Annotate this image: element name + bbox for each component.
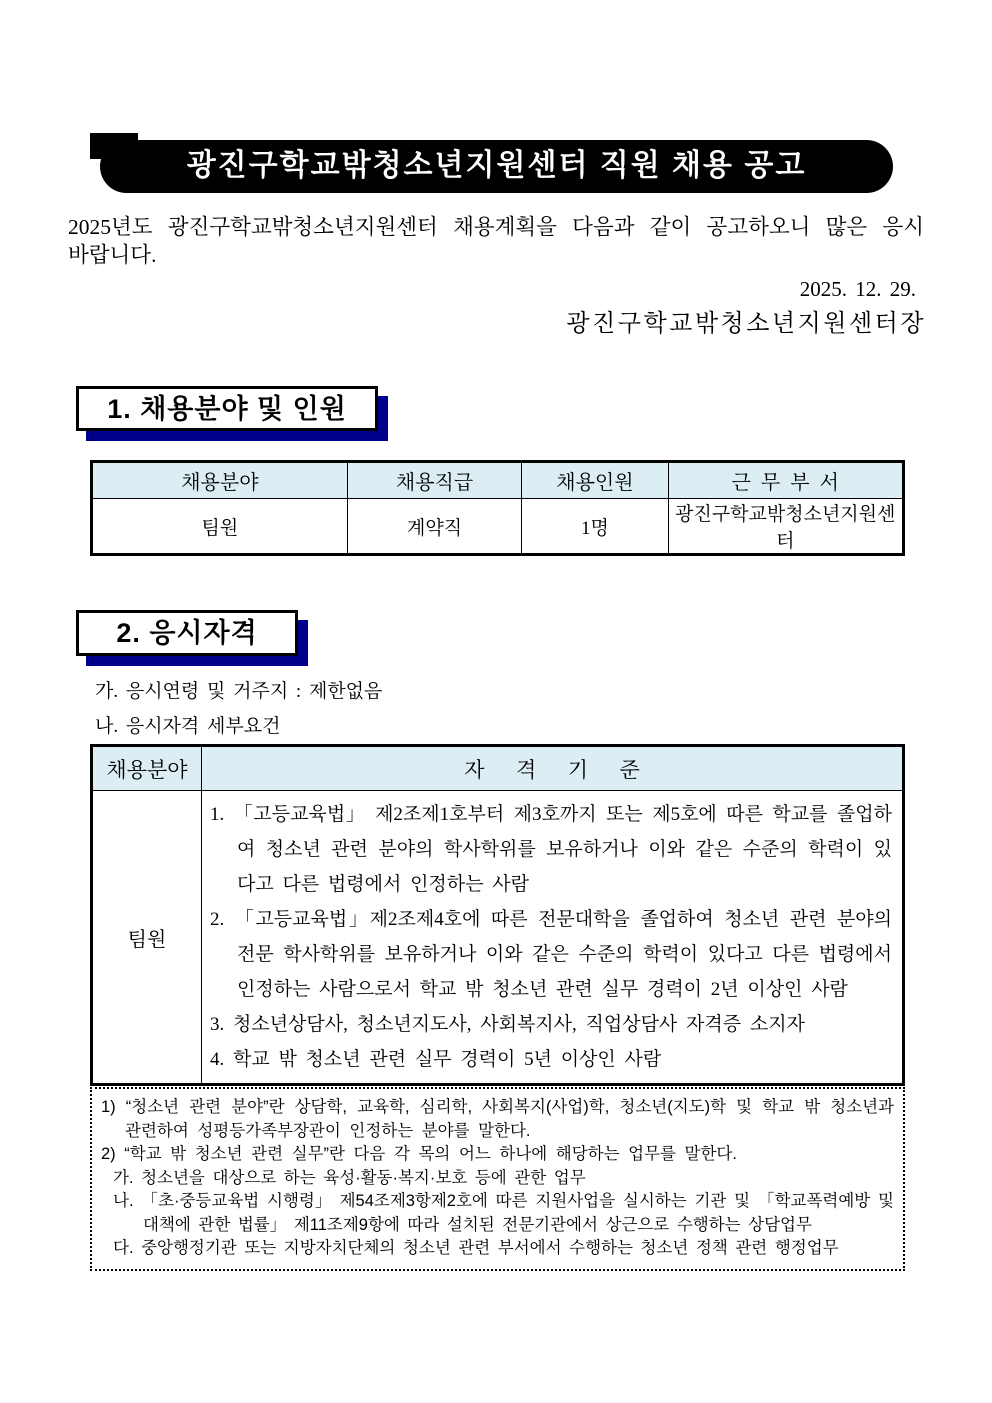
criteria-item-3: 3. 청소년상담사, 청소년지도사, 사회복지사, 직업상담사 자격증 소지자 <box>210 1014 805 1035</box>
qualification-table <box>90 744 905 1086</box>
col-header-qualification-criteria: 자 격 기 준 <box>202 746 904 791</box>
recruitment-table-data-row <box>92 499 904 555</box>
cell-role: 팀원 <box>92 791 202 1085</box>
recruitment-table <box>90 460 905 556</box>
col-header-recruit-count: 채용인원 <box>522 462 668 499</box>
title-banner <box>100 140 893 193</box>
footnote-2: 2) “학교 밖 청소년 관련 실무”란 다음 각 목의 어느 하나에 해당하는 업무를 말한다. <box>101 1145 737 1163</box>
cell-recruit-field: 팀원 <box>92 499 348 555</box>
cell-work-dept: 광진구학교밖청소년지원센터 <box>668 499 904 555</box>
document-title: 광진구학교밖청소년지원센터 직원 채용 공고 <box>186 149 807 182</box>
announcement-date: 2025. 12. 29. <box>799 277 916 301</box>
criteria-item-1: 1. 「고등교육법」 제2조제1호부터 제3호까지 또는 제5호에 따른 학교를 졸업하여 청소년 관련 분야의 학사학위를 보유하거나 이와 같은 수준의 학력이 있다고 다른 법령에서 인정하는 사람 <box>210 804 892 895</box>
cell-recruit-grade: 계약직 <box>347 499 522 555</box>
footnote-2-na: 나. 「초·중등교육법 시행령」 제54조제3항제2호에 따른 지원사업을 실시하는 기관 및 「학교폭력예방 및 대책에 관한 법률」 제11조제9항에 따라 설치된 전문기관에서 상근으로 수행하는 상담업무 <box>113 1192 894 1234</box>
col-header-work-dept: 근 무 부 서 <box>668 462 904 499</box>
signature: 광진구학교밖청소년지원센터장 <box>566 311 926 337</box>
section-1-heading: 1. 채용분야 및 인원 <box>76 386 378 431</box>
cell-recruit-count: 1명 <box>522 499 668 555</box>
footnote-1: 1) “청소년 관련 분야”란 상담학, 교육학, 심리학, 사회복지(사업)학, 청소년(지도)학 및 학교 밖 청소년과 관련하여 성평등가족부장관이 인정하는 분야를 말한다. <box>101 1098 894 1140</box>
footnote-2-ga: 가. 청소년을 대상으로 하는 육성·활동·복지·보호 등에 관한 업무 <box>113 1168 586 1187</box>
cell-criteria <box>202 791 904 1085</box>
section-2-heading: 2. 응시자격 <box>76 610 298 656</box>
criteria-item-4: 4. 학교 밖 청소년 관련 실무 경력이 5년 이상인 사람 <box>210 1049 662 1070</box>
col-header-recruit-field-2: 채용분야 <box>92 746 202 791</box>
col-header-recruit-field: 채용분야 <box>92 462 348 499</box>
qualification-table-header-row <box>92 746 904 791</box>
intro-paragraph: 2025년도 광진구학교밖청소년지원센터 채용계획을 다음과 같이 공고하오니 많은 응시 바랍니다. <box>68 215 924 267</box>
recruitment-table-header-row <box>92 462 904 499</box>
criteria-item-2: 2. 「고등교육법」제2조제4호에 따른 전문대학을 졸업하여 청소년 관련 분야의 전문 학사학위를 보유하거나 이와 같은 수준의 학력이 있다고 다른 법령에서 인정하는 사람으로서 학교 밖 청소년 관련 실무 경력이 2년 이상인 사람 <box>210 909 892 1000</box>
col-header-recruit-grade: 채용직급 <box>347 462 522 499</box>
eligibility-item-na: 나. 응시자격 세부요건 <box>95 716 281 737</box>
footnote-box <box>90 1087 905 1271</box>
footnote-2-da: 다. 중앙행정기관 또는 지방자치단체의 청소년 관련 부서에서 수행하는 청소년 정책 관련 행정업무 <box>113 1239 839 1257</box>
eligibility-item-ga: 가. 응시연령 및 거주지 : 제한없음 <box>95 681 383 702</box>
qualification-table-data-row <box>92 791 904 1085</box>
